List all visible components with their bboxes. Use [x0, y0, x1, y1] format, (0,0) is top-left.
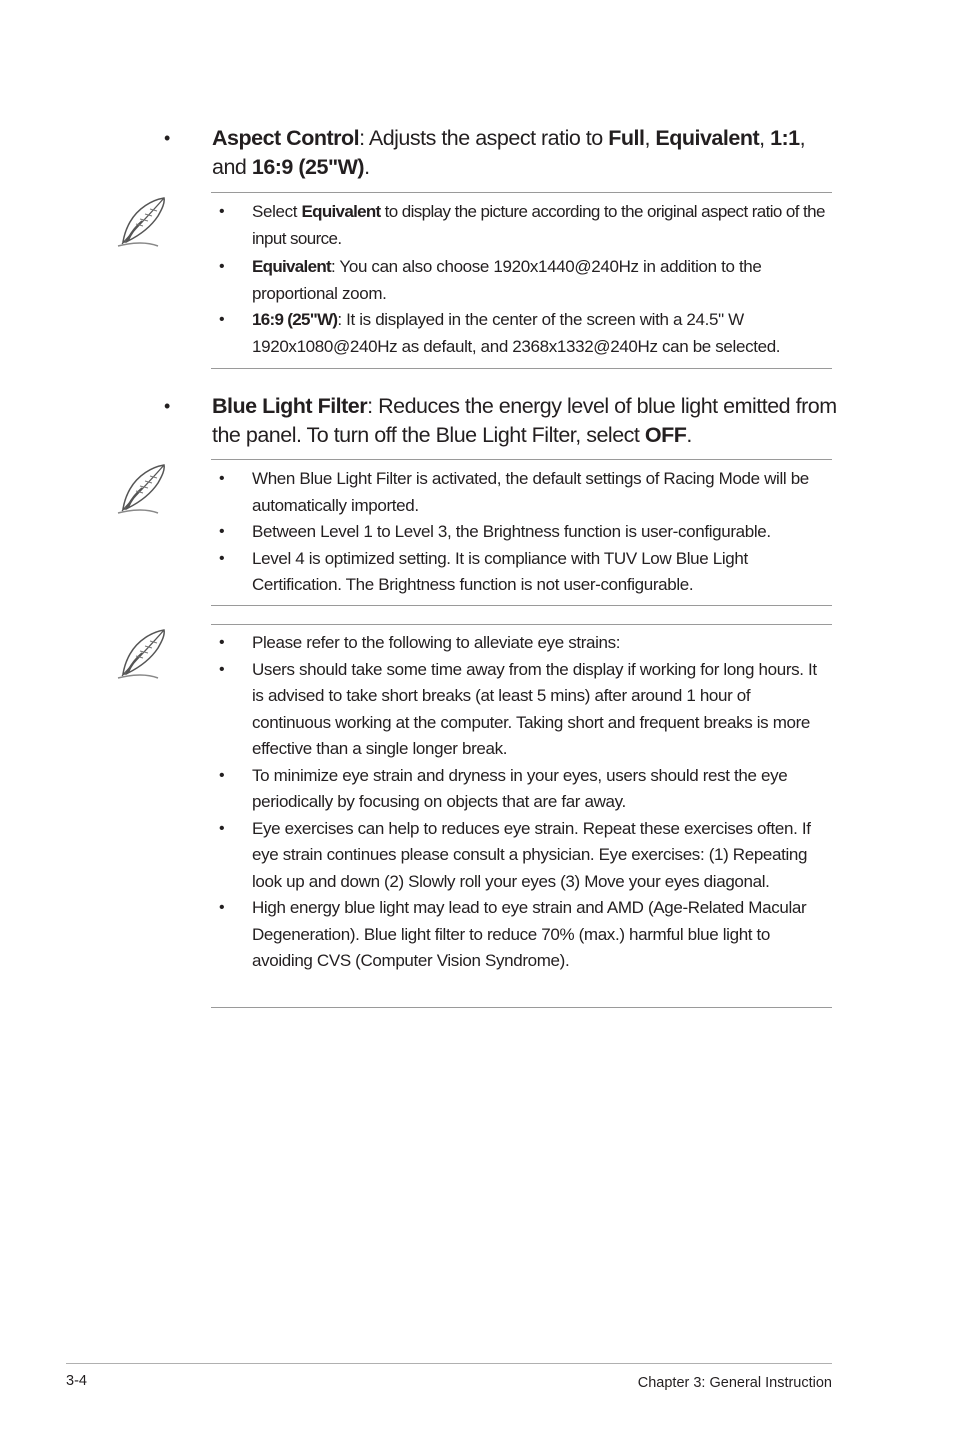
aspect-control-term: Aspect Control [212, 126, 360, 150]
list-item: • High energy blue light may lead to eye strain and AMD (Age-Related Macular Degeneration). Blue light filter to reduce 70% (max.) harmful blue light to avoiding CVS (Computer Vision Syndrome). [252, 895, 832, 975]
note-top-rule [211, 624, 832, 625]
option-off: OFF [644, 423, 687, 447]
feather-quill-icon [112, 626, 172, 682]
option-full: Full [608, 126, 645, 150]
blue-light-notes-list [252, 466, 832, 599]
note-top-rule [211, 459, 832, 460]
separator: , [759, 126, 771, 150]
blue-light-term: Blue Light Filter [212, 394, 368, 418]
bullet-icon: • [164, 128, 170, 148]
period: . [686, 423, 692, 447]
aspect-notes-list [252, 199, 832, 360]
list-item: • Level 4 is optimized setting. It is compliance with TUV Low Blue Light Certification. The Brightness function is not user-configurable. [252, 546, 832, 599]
list-item: • Users should take some time away from the display if working for long hours. It is advised to take short breaks (at least 5 mins) after around 1 hour of continuous working at the computer. Taking short and frequent breaks is more effective than a single longer break. [252, 657, 832, 763]
page-number: 3-4 [66, 1373, 87, 1389]
list-item: • When Blue Light Filter is activated, the default settings of Racing Mode will be automatically imported. [252, 466, 832, 519]
footer-rule [66, 1363, 832, 1364]
note-bottom-rule [211, 1007, 832, 1008]
note-top-rule [211, 192, 832, 193]
feather-quill-icon [112, 194, 172, 250]
blue-light-desc: : Reduces the energy level of blue light emitted from the panel. To turn off the Blue Light Filter, select [212, 394, 837, 447]
separator: , and [212, 126, 806, 179]
list-item: • Eye exercises can help to reduces eye strain. Repeat these exercises often. If eye strain continues please consult a physician. Eye exercises: (1) Repeating look up and down (2) Slowly roll your eyes (3) Move your eyes diagonal. [252, 816, 832, 896]
bullet-icon: • [164, 396, 170, 416]
list-item: • Please refer to the following to alleviate eye strains: [252, 630, 832, 657]
note-bottom-rule [211, 605, 832, 606]
chapter-title: Chapter 3: General Instruction [637, 1375, 832, 1391]
note-term: 16:9 (25"W) [252, 310, 338, 329]
note-text: Select [252, 202, 302, 221]
option-equivalent: Equivalent [655, 126, 760, 150]
list-item: • Between Level 1 to Level 3, the Brightness function is user-configurable. [252, 519, 832, 546]
period: . [364, 155, 370, 179]
note-bottom-rule [211, 368, 832, 369]
note-text: to display the picture according to the original aspect ratio of the input source. [252, 202, 825, 248]
option-1-1: 1:1 [770, 126, 800, 150]
list-item [252, 199, 832, 252]
aspect-control-item [164, 124, 837, 182]
note-text: : It is displayed in the center of the screen with a 24.5" W 1920x1080@240Hz as default, and 2368x1332@240Hz can be selected. [252, 310, 781, 356]
blue-light-filter-item [164, 392, 837, 450]
option-16-9: 16:9 (25"W) [251, 155, 365, 179]
note-text: : You can also choose 1920x1440@240Hz in addition to the proportional zoom. [252, 257, 762, 303]
list-item: • To minimize eye strain and dryness in your eyes, users should rest the eye periodically by focusing on objects that are far away. [252, 763, 832, 816]
aspect-control-desc: : Adjusts the aspect ratio to [359, 126, 609, 150]
separator: , [644, 126, 656, 150]
list-item [252, 307, 832, 360]
list-item [252, 254, 832, 307]
note-term: Equivalent [252, 257, 331, 276]
eye-strain-notes-list [252, 630, 832, 975]
note-term: Equivalent [301, 202, 381, 221]
feather-quill-icon [112, 461, 172, 517]
